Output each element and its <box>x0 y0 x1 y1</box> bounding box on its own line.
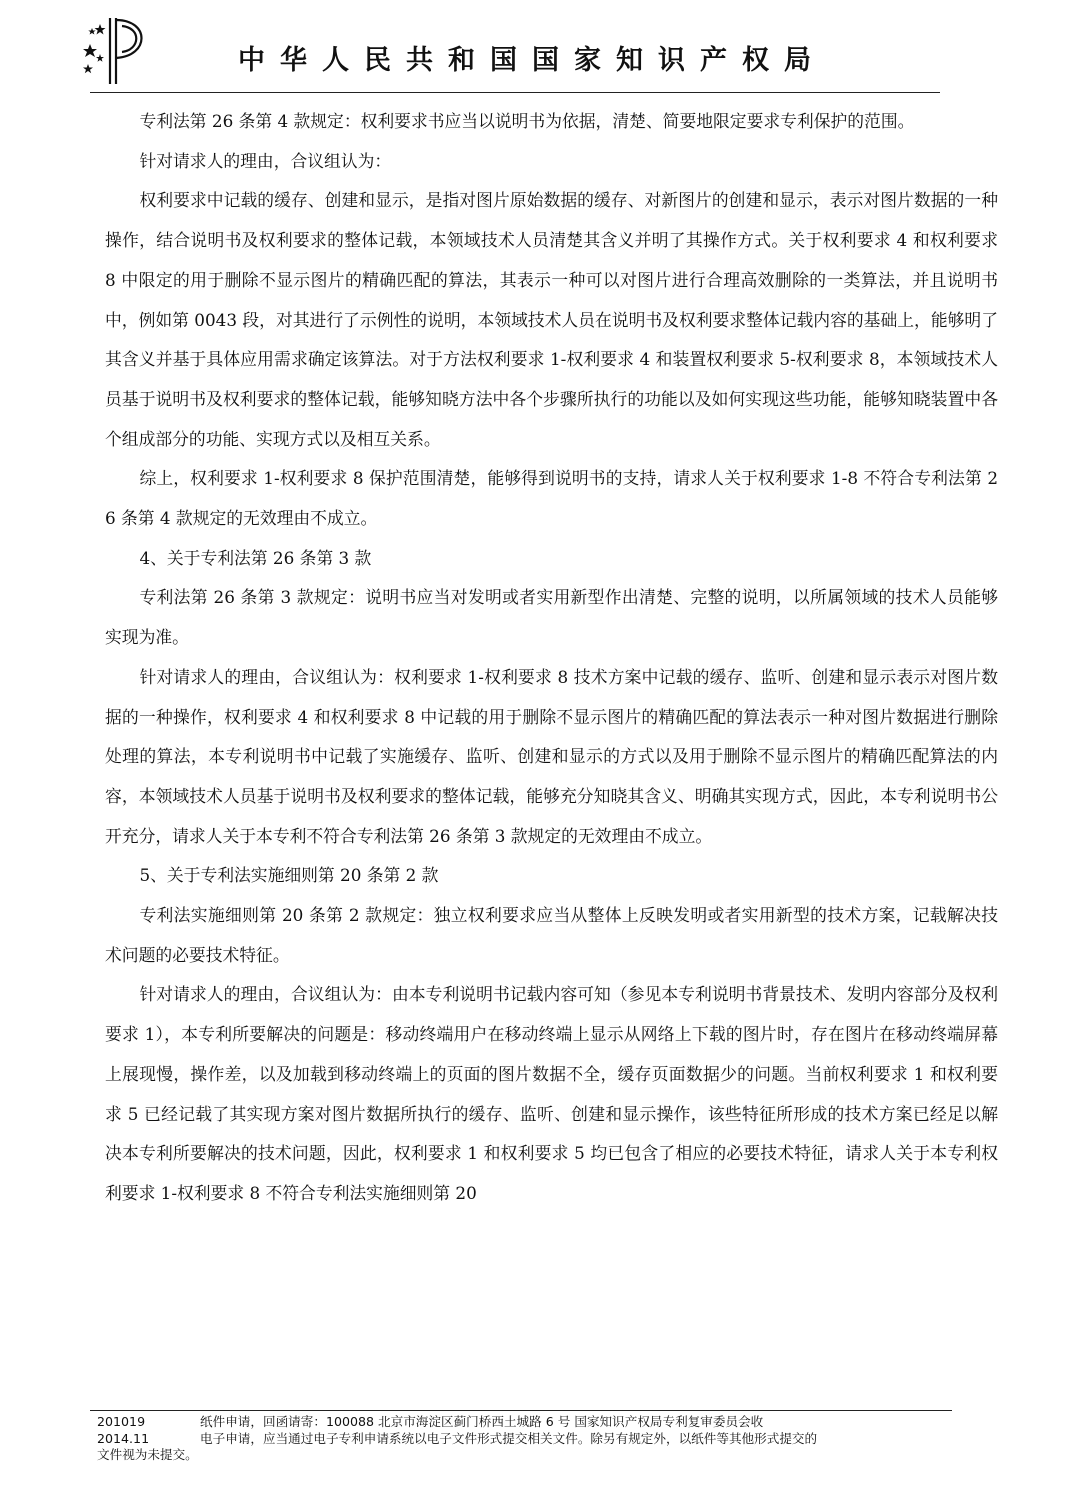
footer-divider <box>90 1410 952 1411</box>
form-code: 201019 <box>97 1414 146 1429</box>
page-footer <box>97 1414 1002 1464</box>
paragraph: 综上，权利要求 1-权利要求 8 保护范围清楚，能够得到说明书的支持，请求人关于权利要求 1-8 不符合专利法第 26 条第 4 款规定的无效理由不成立。 <box>105 468 998 529</box>
paragraph: 针对请求人的理由，合议组认为：由本专利说明书记载内容可知（参见本专利说明书背景技术、发明内容部分及权利要求 1），本专利所要解决的问题是：移动终端用户在移动终端上显示从网络上下载的图片时，存在图片在移动终端屏幕上展现慢，操作差，以及加载到移动终端上的页面的图片数据不全，缓存页面数据少的问题。当前权利要求 1 和权利要求 5 已经记载了其实现方案对图片数据所执行的缓存、监听、创建和显示操作，该些特征所形成的技术方案已经足以解决本专利所要解决的技术问题，因此，权利要求 1 和权利要求 5 均已包含了相应的必要技术特征，请求人关于本专利权利要求 1-权利要求 8 不符合专利法实施细则第 20 <box>105 984 998 1203</box>
cnipa-logo-icon <box>80 14 158 86</box>
paragraph: 权利要求中记载的缓存、创建和显示，是指对图片原始数据的缓存、对新图片的创建和显示，表示对图片数据的一种操作，结合说明书及权利要求的整体记载，本领域技术人员清楚其含义并明了其操作方式。关于权利要求 4 和权利要求 8 中限定的用于删除不显示图片的精确匹配的算法，其表示一种可以对图片进行合理高效删除的一类算法，并且说明书中，例如第 0043 段，对其进行了示例性的说明，本领域技术人员在说明书及权利要求整体记载内容的基础上，能够明了其含义并基于具体应用需求确定该算法。对于方法权利要求 1-权利要求 4 和装置权利要求 5-权利要求 8，本领域技术人员基于说明书及权利要求的整体记载，能够知晓方法中各个步骤所执行的功能以及如何实现这些功能，能够知晓装置中各个组成部分的功能、实现方式以及相互关系。 <box>105 190 998 449</box>
footer-electronic-notice: 电子申请，应当通过电子专利申请系统以电子文件形式提交相关文件。除另有规定外，以纸件等其他形式提交的 <box>200 1430 818 1446</box>
section-heading: 5、关于专利法实施细则第 20 条第 2 款 <box>139 865 439 886</box>
footer-mail-notice: 纸件申请，回函请寄：100088 北京市海淀区蓟门桥西土城路 6 号 国家知识产权局专利复审委员会收 <box>200 1414 764 1429</box>
document-body <box>105 102 998 1214</box>
paragraph: 针对请求人的理由，合议组认为： <box>139 150 392 171</box>
paragraph: 专利法第 26 条第 3 款规定：说明书应当对发明或者实用新型作出清楚、完整的说明，以所属领域的技术人员能够实现为准。 <box>105 587 998 648</box>
section-heading: 4、关于专利法第 26 条第 3 款 <box>139 547 372 568</box>
header-divider <box>90 92 940 93</box>
form-date: 2014.11 <box>97 1430 150 1446</box>
organization-name: 中华人民共和国国家知识产权局 <box>238 45 826 76</box>
paragraph: 专利法实施细则第 20 条第 2 款规定：独立权利要求应当从整体上反映发明或者实用新型的技术方案，记载解决技术问题的必要技术特征。 <box>105 905 998 965</box>
footer-notice-continuation: 文件视为未提交。 <box>97 1447 198 1462</box>
page-header <box>0 0 1080 96</box>
paragraph: 专利法第 26 条第 4 款规定：权利要求书应当以说明书为依据，清楚、简要地限定要求专利保护的范围。 <box>139 111 915 131</box>
paragraph: 针对请求人的理由，合议组认为：权利要求 1-权利要求 8 技术方案中记载的缓存、监听、创建和显示表示对图片数据的一种操作，权利要求 4 和权利要求 8 中记载的用于删除不显示图片的精确匹配的算法表示一种对图片数据进行删除处理的算法，本专利说明书中记载了实施缓存、监听、创建和显示的方式以及用于删除不显示图片的精确匹配算法的内容，本领域技术人员基于说明书及权利要求的整体记载，能够充分知晓其含义、明确其实现方式，因此，本专利说明书公开充分，请求人关于本专利不符合专利法第 26 条第 3 款规定的无效理由不成立。 <box>105 666 998 846</box>
